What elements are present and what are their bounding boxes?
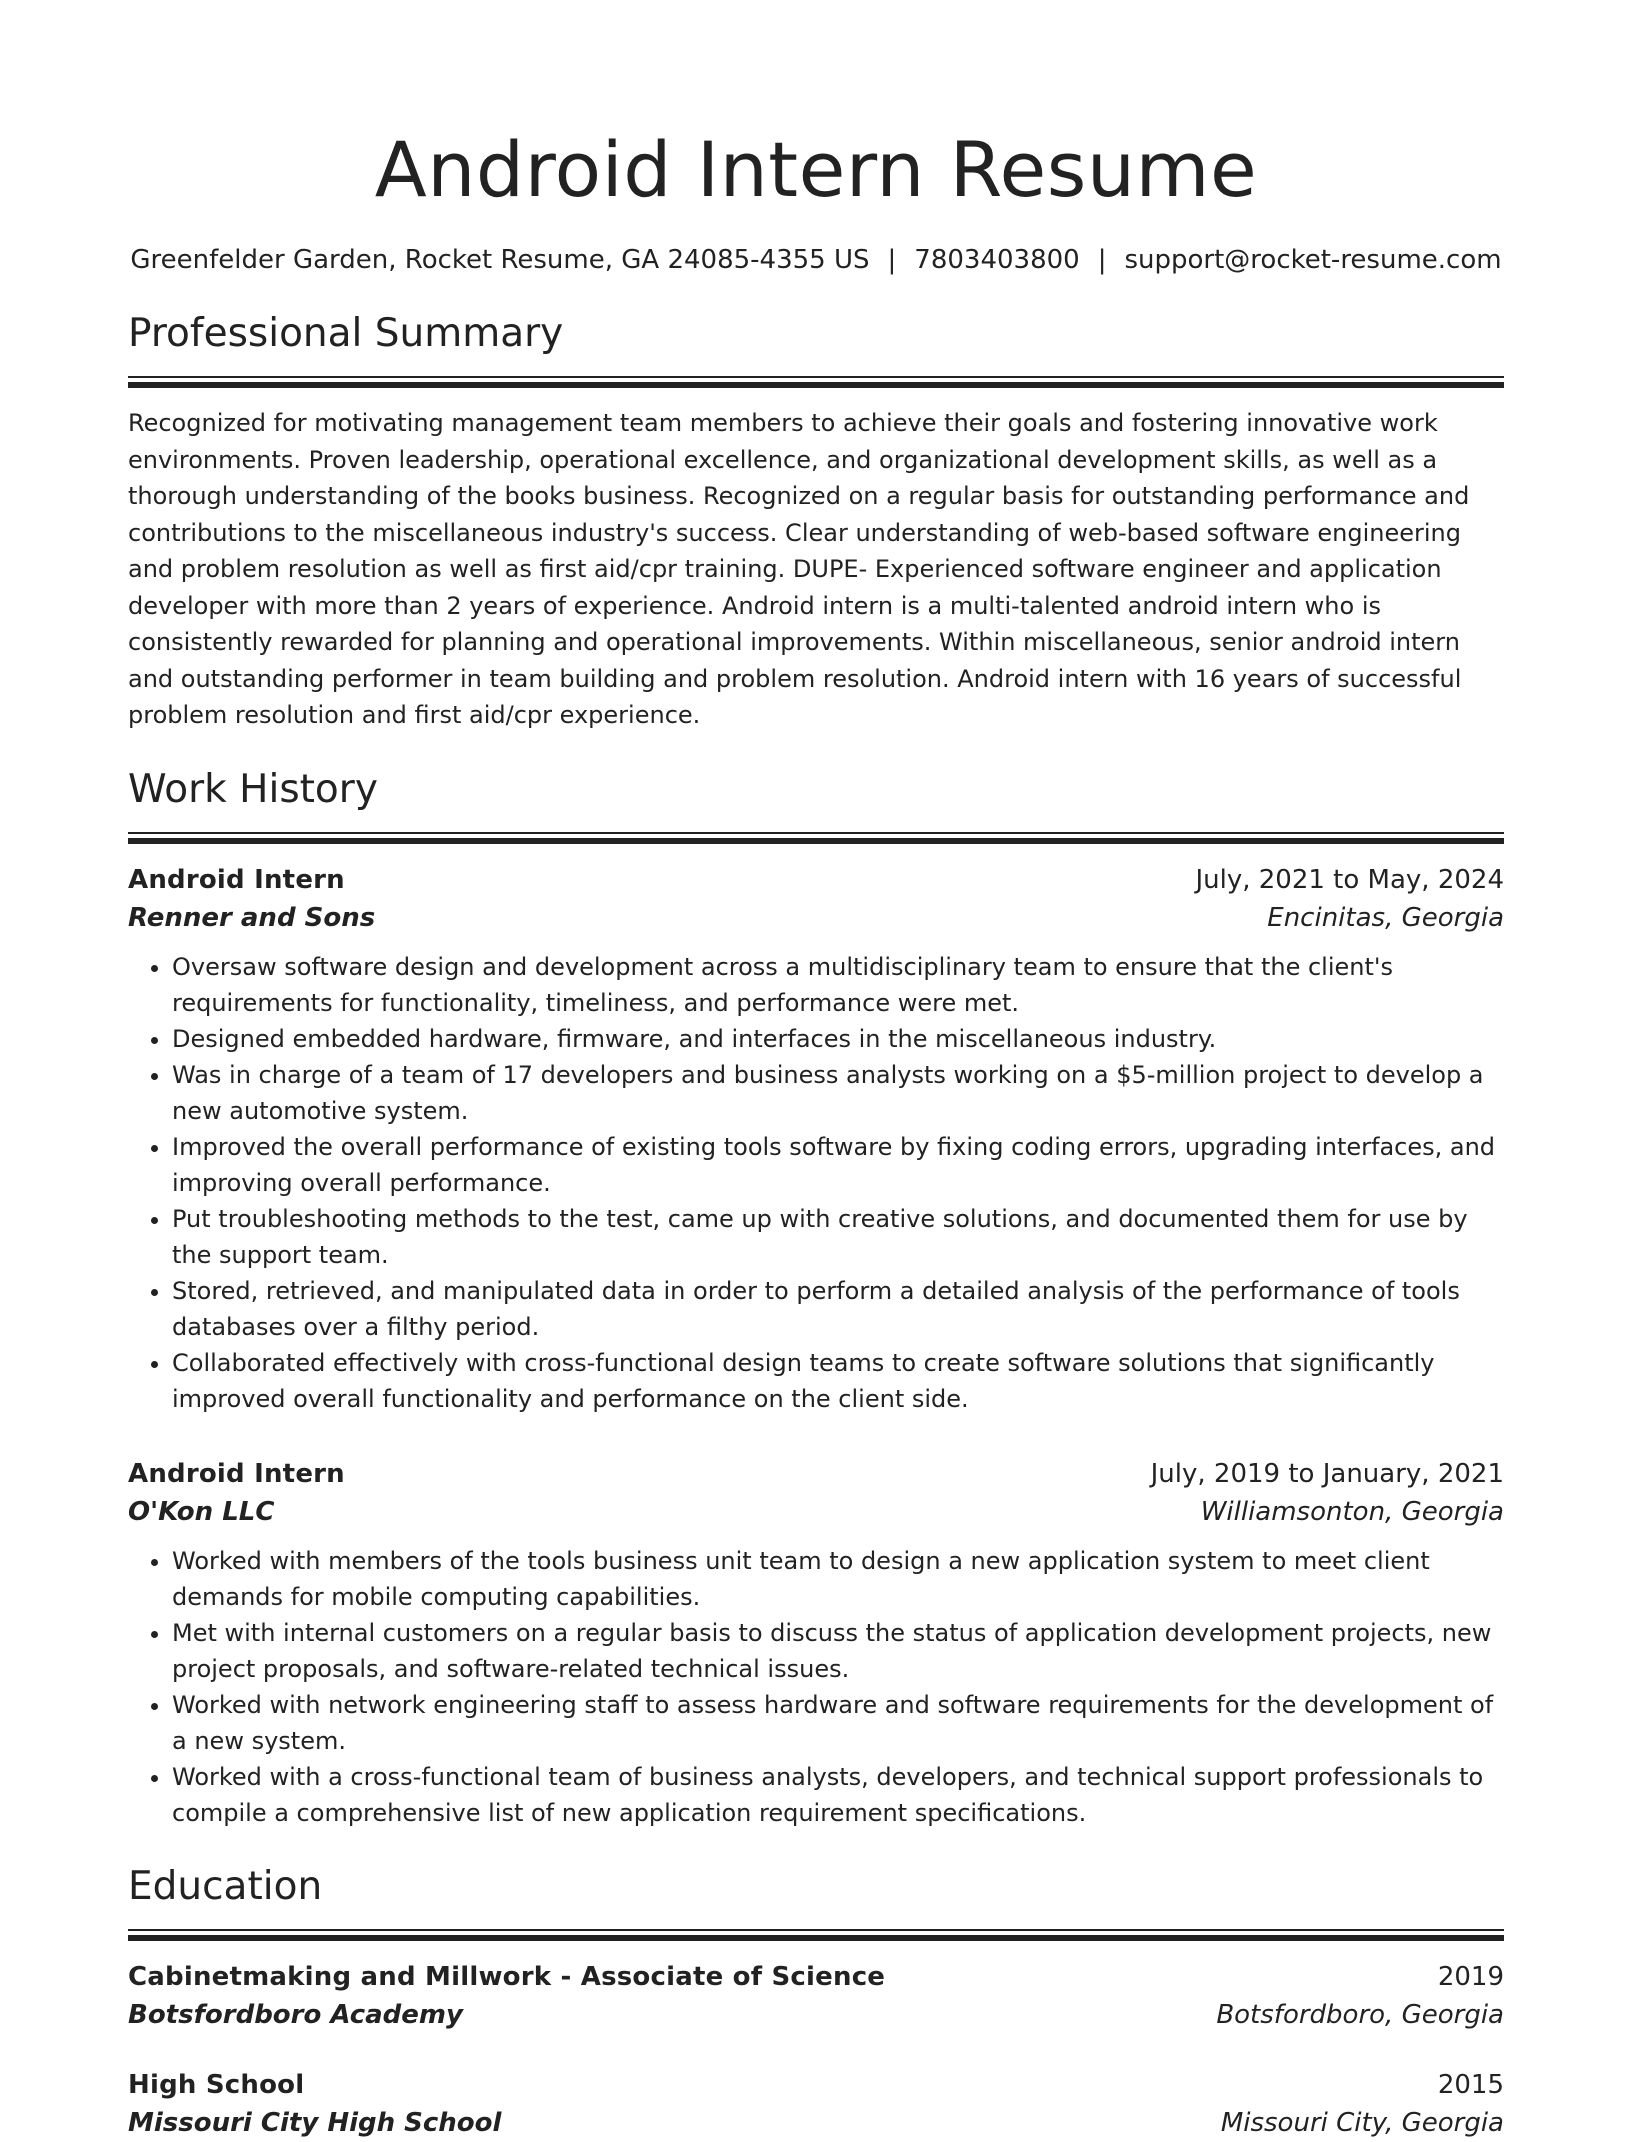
education-entry [128, 1958, 1504, 2034]
summary-text: Recognized for motivating management team members to achieve their goals and fostering innovative work environments. Proven leadership, operational excellence, and organizational development skills, as well as a thorough understanding of the books business. Recognized on a regular basis for outstanding performance and contributions to the miscellaneous industry's success. Clear understanding of web-based software engineering and problem resolution as well as first aid/cpr training. DUPE- Experienced software engineer and application developer with more than 2 years of experience. Android intern is a multi-talented android intern who is consistently rewarded for planning and operational improvements. Within miscellaneous, senior android intern and outstanding performer in team building and problem resolution. Android intern with 16 years of successful problem resolution and first aid/cpr experience. [128, 409, 1470, 729]
education-school-row [128, 1996, 1504, 2034]
job-dates: July, 2021 to May, 2024 [1195, 864, 1504, 895]
job-dates: July, 2019 to January, 2021 [1150, 1458, 1504, 1489]
contact-address: Greenfelder Garden, Rocket Resume, GA 24085-4355 US [130, 245, 870, 275]
section-divider [128, 832, 1504, 843]
summary-heading: Professional Summary [128, 311, 564, 356]
job-header-row [128, 861, 1504, 899]
resume-title: Android Intern Resume [374, 125, 1258, 214]
job-bullet: • Improved the overall performance of existing tools software by fixing coding errors, upgrading interfaces, and improving overall performance. [172, 1129, 1504, 1201]
education-heading: Education [128, 1863, 323, 1909]
education-degree: Cabinetmaking and Millwork - Associate of Science [128, 1961, 886, 1992]
education-header-row [128, 2066, 1504, 2104]
job-location: Encinitas, Georgia [1267, 902, 1504, 933]
job-title: Android Intern [128, 864, 345, 895]
contact-separator: | [887, 245, 897, 275]
education-header-row [128, 1958, 1504, 1996]
job-entry [128, 1455, 1504, 1831]
education-entry [128, 2066, 1504, 2142]
job-bullet: • Worked with a cross-functional team of business analysts, developers, and technical support professionals to compile a comprehensive list of new application requirement specifications. [172, 1759, 1504, 1831]
job-company: Renner and Sons [128, 902, 376, 933]
job-bullet: • Oversaw software design and development across a multidisciplinary team to ensure that the client's requirements for functionality, timeliness, and performance were met. [172, 949, 1504, 1021]
education-year: 2019 [1437, 1961, 1504, 1992]
job-entry [128, 861, 1504, 1417]
education-school-row [128, 2104, 1504, 2142]
section-divider [128, 1929, 1504, 1940]
work-history-heading: Work History [128, 766, 378, 812]
education-year: 2015 [1437, 2069, 1504, 2100]
education-location: Botsfordboro, Georgia [1216, 1999, 1504, 2030]
job-location: Williamsonton, Georgia [1200, 1496, 1504, 1527]
job-bullet: • Collaborated effectively with cross-functional design teams to create software solutions that significantly improved overall functionality and performance on the client side. [172, 1345, 1504, 1417]
job-bullet: • Worked with network engineering staff to assess hardware and software requirements for the development of a new system. [172, 1687, 1504, 1759]
job-bullet: • Met with internal customers on a regular basis to discuss the status of application development projects, new project proposals, and software-related technical issues. [172, 1615, 1504, 1687]
education-school: Botsfordboro Academy [128, 1999, 463, 2030]
contact-email: support@rocket-resume.com [1124, 245, 1502, 275]
job-title: Android Intern [128, 1458, 345, 1489]
job-bullets [128, 949, 1504, 1417]
contact-separator: | [1097, 245, 1107, 275]
contact-line [128, 242, 1504, 278]
education-location: Missouri City, Georgia [1220, 2107, 1504, 2138]
job-bullet: • Designed embedded hardware, firmware, and interfaces in the miscellaneous industry. [172, 1021, 1504, 1057]
education-school: Missouri City High School [128, 2107, 502, 2138]
job-bullet: • Put troubleshooting methods to the test, came up with creative solutions, and documented them for use by the support team. [172, 1201, 1504, 1273]
job-header-row [128, 1455, 1504, 1493]
job-bullet: • Was in charge of a team of 17 developers and business analysts working on a $5-million project to develop a new automotive system. [172, 1057, 1504, 1129]
job-bullets [128, 1543, 1504, 1831]
job-company-row [128, 1493, 1504, 1531]
job-bullet: • Worked with members of the tools business unit team to design a new application system to meet client demands for mobile computing capabilities. [172, 1543, 1504, 1615]
education-degree: High School [128, 2069, 305, 2100]
summary-section [128, 306, 1504, 734]
job-bullet: • Stored, retrieved, and manipulated data in order to perform a detailed analysis of the performance of tools databases over a filthy period. [172, 1273, 1504, 1345]
education-section [128, 1859, 1504, 2142]
job-company-row [128, 899, 1504, 937]
contact-phone: 7803403800 [914, 245, 1080, 275]
section-divider [128, 376, 1504, 387]
work-history-section [128, 762, 1504, 1831]
job-company: O'Kon LLC [128, 1496, 275, 1527]
